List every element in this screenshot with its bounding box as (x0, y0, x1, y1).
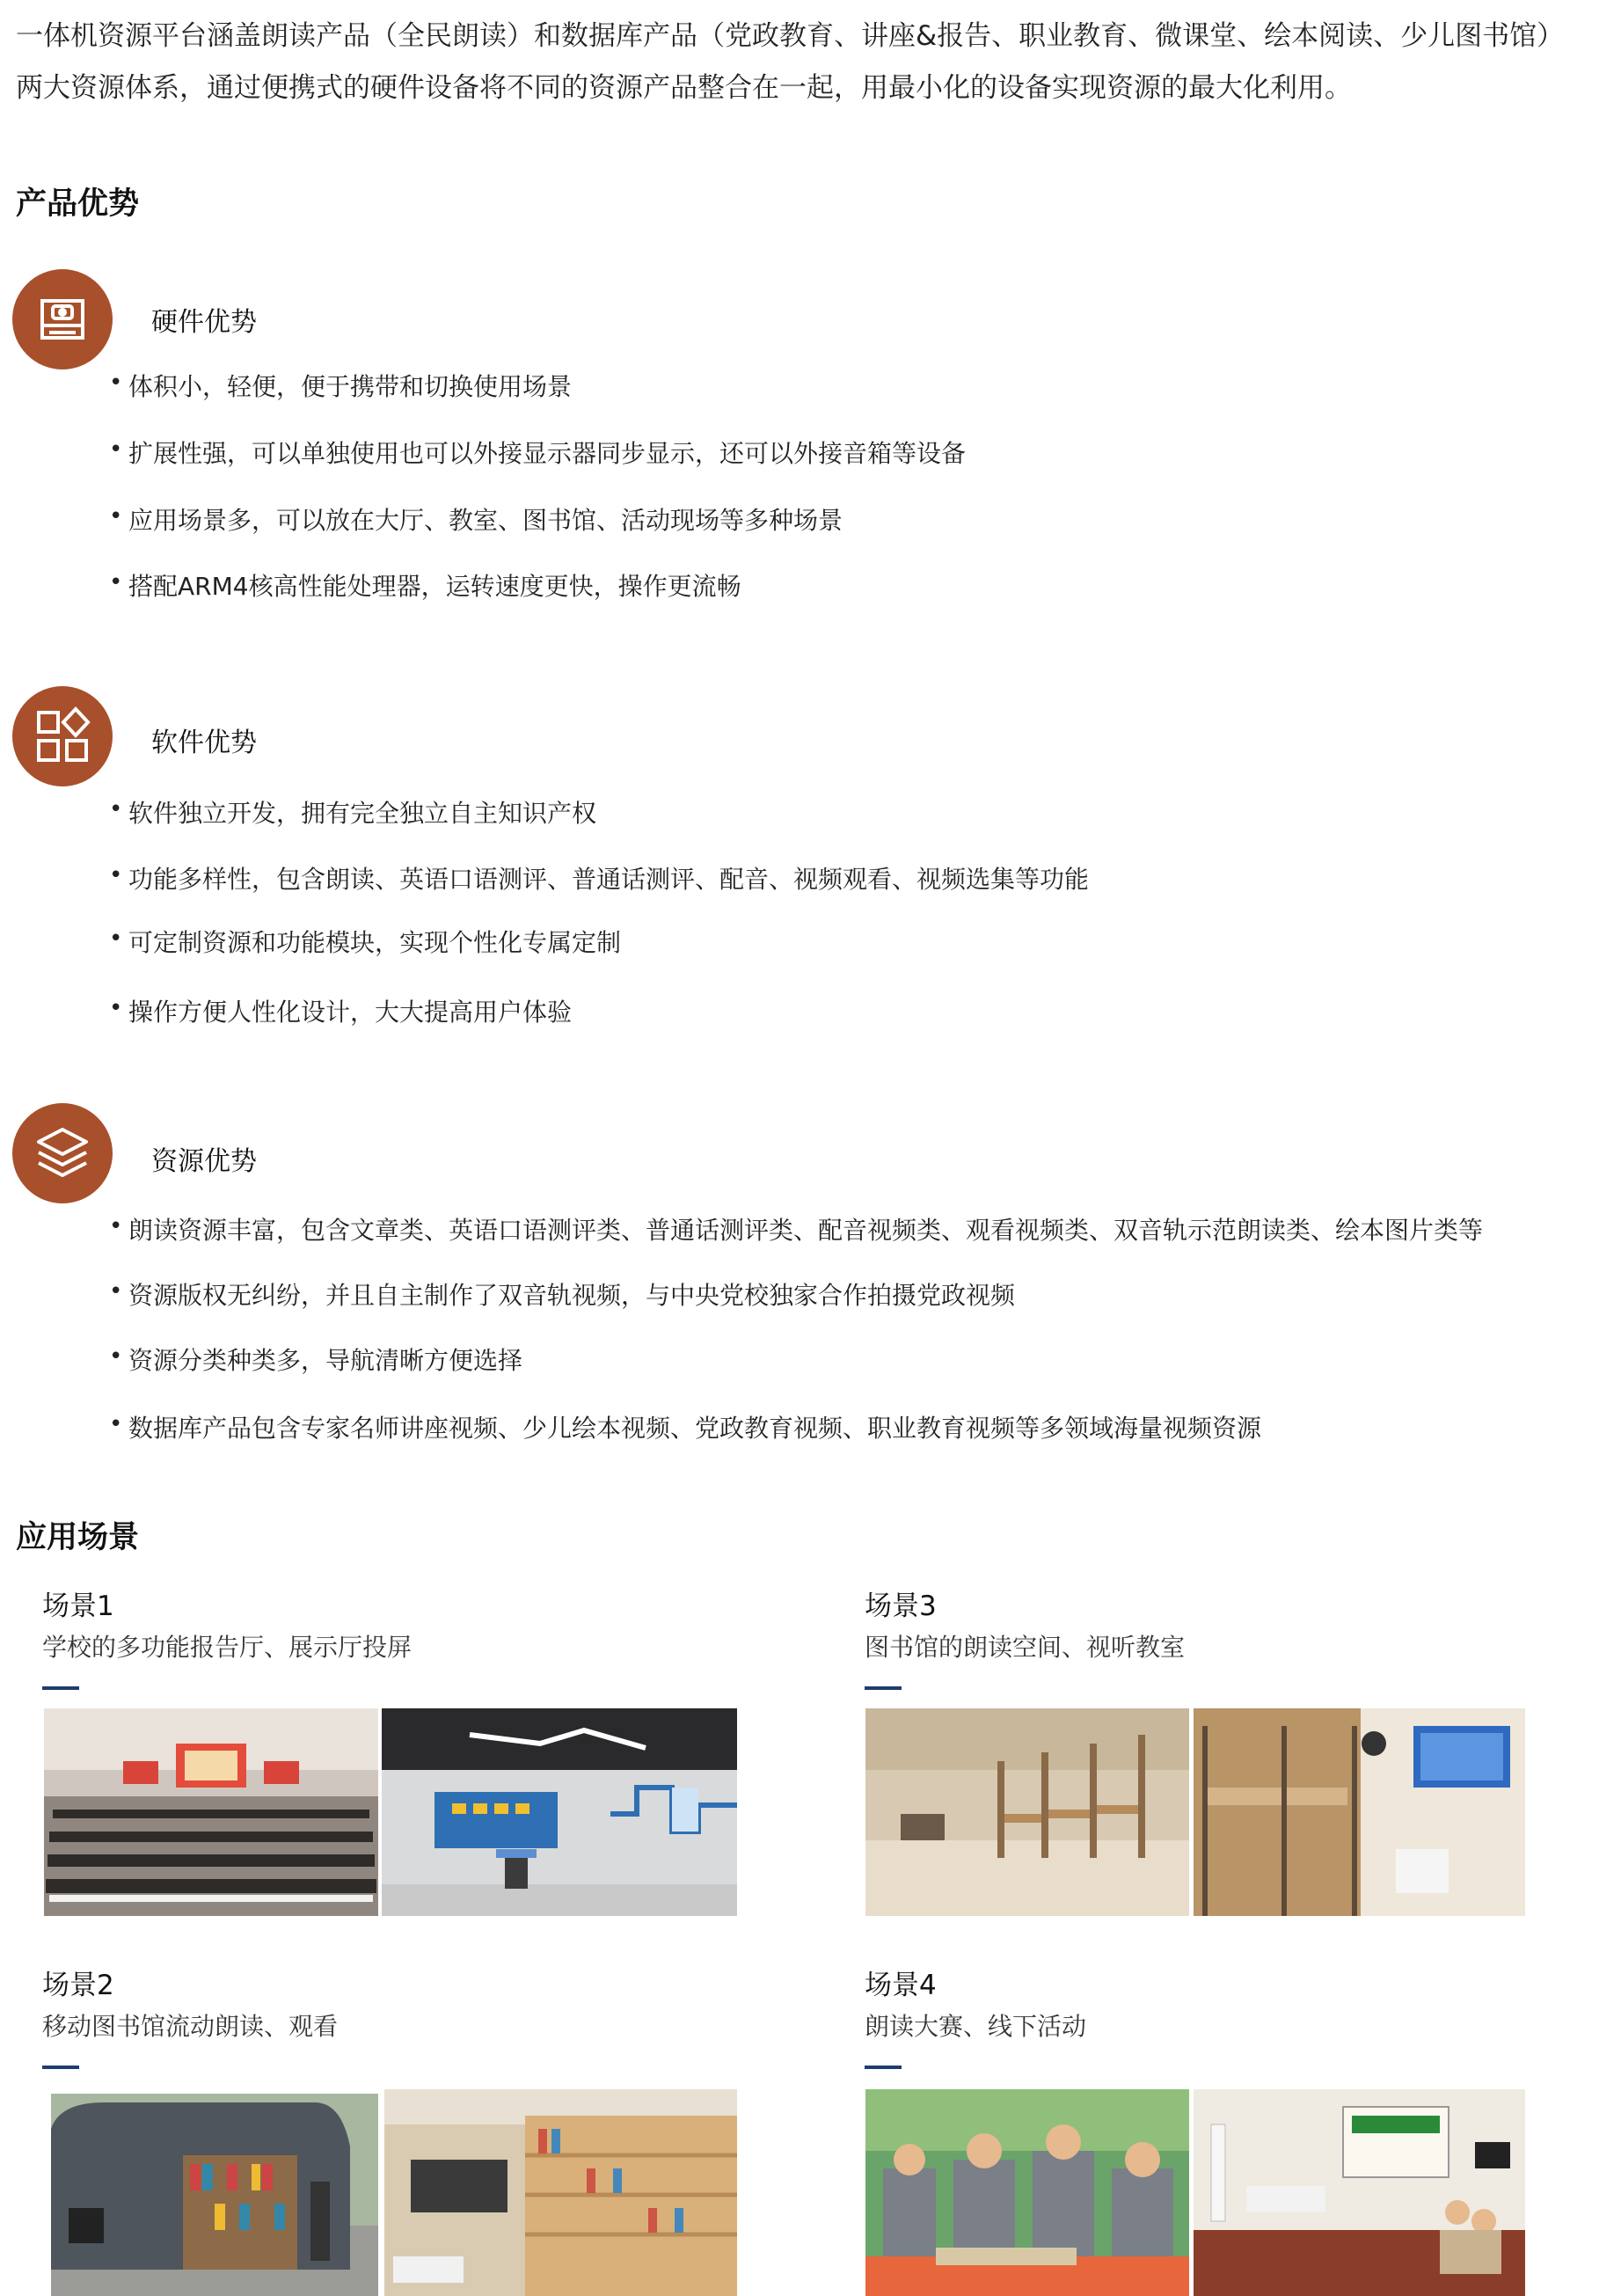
list-item: • 资源版权无纠纷，并且自主制作了双音轨视频，与中央党校独家合作拍摄党政视频 (128, 1276, 1015, 1312)
apps-grid-icon (12, 686, 113, 786)
hardware-advantage-block (12, 269, 1604, 603)
scene-label: 场景2 (42, 1970, 114, 2001)
library-reading-booths-photo (865, 1708, 1189, 1916)
scene-underline (42, 2066, 79, 2069)
scene-3 (865, 1583, 1185, 1690)
list-item: • 可定制资源和功能模块，实现个性化专属定制 (128, 924, 621, 959)
intro-line-2: 两大资源体系，通过便携式的硬件设备将不同的资源产品整合在一起，用最小化的设备实现资源的最大化利用。 (16, 72, 1352, 104)
scenes-heading: 应用场景 (16, 1520, 140, 1555)
scene-underline (865, 2066, 902, 2069)
scene-1 (42, 1583, 412, 1690)
hardware-device-icon (12, 269, 113, 369)
list-item: • 搭配ARM4核高性能处理器，运转速度更快，操作更流畅 (128, 567, 741, 603)
software-advantage-block (12, 686, 1604, 1027)
list-item: • 朗读资源丰富，包含文章类、英语口语测评类、普通话测评类、配音视频类、观看视频类、双音轨示范朗读类、绘本图片类等 (128, 1211, 1483, 1247)
scene-description: 朗读大赛、线下活动 (865, 2012, 1087, 2041)
scene-underline (865, 1686, 902, 1690)
list-item: • 扩展性强，可以单独使用也可以外接显示器同步显示，还可以外接音箱等设备 (128, 435, 966, 470)
reading-booth-closeup-photo (1194, 1708, 1525, 1916)
layers-icon (12, 1103, 113, 1203)
van-interior-bookshelves-photo (384, 2089, 737, 2296)
intro-paragraph (16, 11, 1608, 114)
list-item: • 体积小，轻便，便于携带和切换使用场景 (128, 368, 572, 403)
children-reading-contest-photo (865, 2089, 1189, 2296)
scene-4 (865, 1963, 1086, 2069)
scene-label: 场景1 (42, 1590, 114, 1622)
list-item: • 软件独立开发，拥有完全独立自主知识产权 (128, 794, 596, 830)
list-item: • 操作方便人性化设计，大大提高用户体验 (128, 993, 572, 1028)
list-item: • 资源分类种类多，导航清晰方便选择 (128, 1342, 522, 1377)
intro-line-1: 一体机资源平台涵盖朗读产品（全民朗读）和数据库产品（党政教育、讲座&报告、职业教育、微课堂、绘本阅读、少儿图书馆） (16, 20, 1565, 52)
list-item: • 功能多样性，包含朗读、英语口语测评、普通话测评、配音、视频观看、视频选集等功能 (128, 860, 1089, 896)
scene-description: 图书馆的朗读空间、视听教室 (865, 1633, 1186, 1662)
list-item: • 应用场景多，可以放在大厅、教室、图书馆、活动现场等多种场景 (128, 501, 843, 537)
scene-description: 移动图书馆流动朗读、观看 (42, 2012, 339, 2041)
scene-underline (42, 1686, 79, 1690)
offline-activity-room-photo (1194, 2089, 1525, 2296)
list-item: • 数据库产品包含专家名师讲座视频、少儿绘本视频、党政教育视频、职业教育视频等多领域海量视频资源 (128, 1409, 1261, 1444)
scene-label: 场景3 (865, 1590, 937, 1622)
advantages-heading: 产品优势 (16, 186, 140, 222)
mobile-library-van-photo (51, 2094, 378, 2296)
hardware-advantage-title: 硬件优势 (151, 307, 257, 338)
auditorium-photo (44, 1708, 378, 1916)
scene-description: 学校的多功能报告厅、展示厅投屏 (42, 1633, 413, 1662)
scene-label: 场景4 (865, 1970, 937, 2001)
scene-2 (42, 1963, 338, 2069)
resource-advantage-block (12, 1103, 1604, 1455)
exhibition-hall-photo (382, 1708, 737, 1916)
resource-advantage-title: 资源优势 (151, 1146, 257, 1177)
software-advantage-title: 软件优势 (151, 728, 257, 758)
